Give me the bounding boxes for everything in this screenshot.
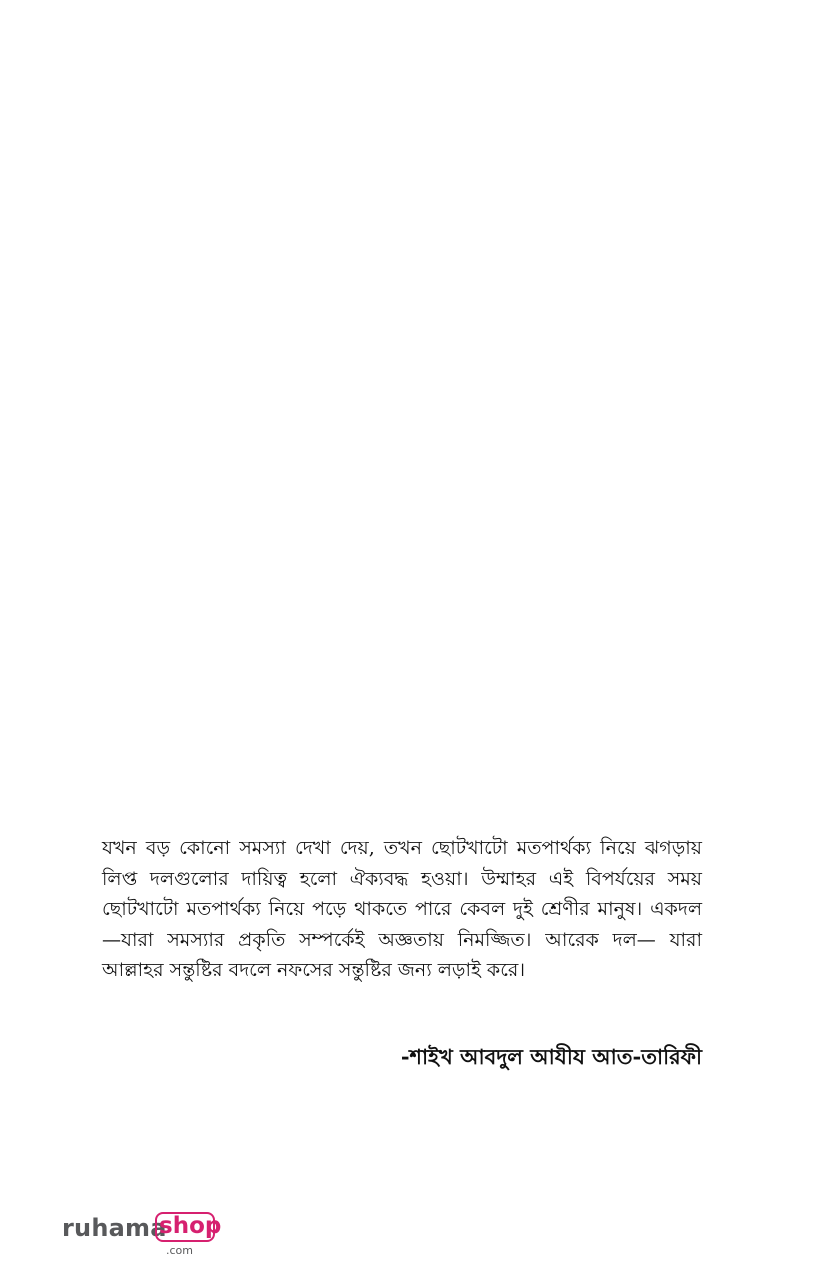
logo-shop-text: shop <box>159 1213 222 1239</box>
quote-attribution: -শাইখ আবদুল আযীয আত-তারিফী <box>400 1044 702 1069</box>
logo-domain-suffix: .com <box>166 1244 193 1257</box>
quote-text: যখন বড় কোনো সমস্যা দেখা দেয়, তখন ছোটখাটো মতপার্থক্য নিয়ে ঝগড়ায় লিপ্ত দলগুলোর দায়িত্ব হলো ঐক্যবদ্ধ হওয়া। উম্মাহর এই বিপর্যয়ের সময় ছোটখাটো মতপার্থক্য নিয়ে পড়ে থাকতে পারে কেবল দুই শ্রেণীর মানুষ। একদল—যারা সমস্যার প্রকৃতি সম্পর্কেই অজ্ঞতায় নিমজ্জিত। আরেক দল— যারা আল্লাহর সন্তুষ্টির বদলে নফসের সন্তুষ্টির জন্য লড়াই করে। <box>102 837 702 981</box>
logo-brand-text: ruhama <box>62 1214 167 1242</box>
publisher-logo <box>62 1212 232 1262</box>
quote-block <box>102 833 702 986</box>
